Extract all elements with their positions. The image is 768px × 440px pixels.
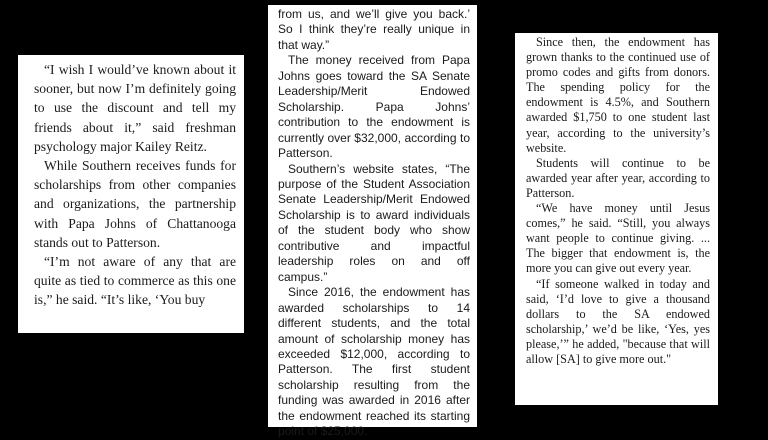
- paragraph: from us, and we’ll give you back.’ So I think they’re really unique in that way.”: [278, 7, 470, 52]
- paragraph: “If someone walked in today and said, ‘I’d love to give a thousand dollars to the SA endowed scholarship,’ we’d be like, ‘Yes, yes please,’” he added, "because that will allow [SA] to give more out.": [526, 276, 710, 366]
- paragraph: Students will continue to be awarded year after year, according to Patterson.: [526, 155, 710, 200]
- paragraph: “I wish I would’ve known about it sooner, but now I’m definitely going to use the discount and tell my friends about it,” said freshman psychology major Kailey Reitz.: [34, 62, 236, 154]
- paragraph: The money received from Papa Johns goes toward the SA Senate Leadership/Merit Endowed Scholarship. Papa Johns’ contribution to the endowment is currently over $32,000, according to Patterson.: [278, 53, 470, 161]
- paragraph: Southern’s website states, “The purpose of the Student Association Senate Leadership/Merit Endowed Scholarship is to award individuals of the student body who show contributive and impactful leadership roles on and off campus.”: [278, 161, 470, 284]
- article-clipping-right: [515, 33, 718, 405]
- paragraph: “We have money until Jesus comes,” he said. “Still, you always want people to continue giving. ... The bigger that endowment is, the more you can give out every year.: [526, 201, 710, 276]
- article-clipping-middle: [268, 5, 477, 439]
- paragraph: “I’m not aware of any that are quite as tied to commerce as this one is,” he said. “It’s like, ‘You buy: [34, 254, 236, 308]
- paragraph: Since 2016, the endowment has awarded scholarships to 14 different students, and the total amount of scholarship money has exceeded $12,000, according to Patterson. The first student scholarship resulting from the funding was awarded in 2016 after the endowment reached its starting point of $25,000.: [278, 285, 470, 439]
- paragraph: Since then, the endowment has grown thanks to the continued use of promo codes and gifts from donors. The spending policy for the endowment is 4.5%, and Southern awarded $1,750 to one student last year, according to the university’s website.: [526, 35, 710, 155]
- paragraph: While Southern receives funds for scholarships from other companies and organizations, the partnership with Papa Johns of Chattanooga stands out to Patterson.: [34, 158, 236, 250]
- article-clipping-left: [18, 55, 244, 333]
